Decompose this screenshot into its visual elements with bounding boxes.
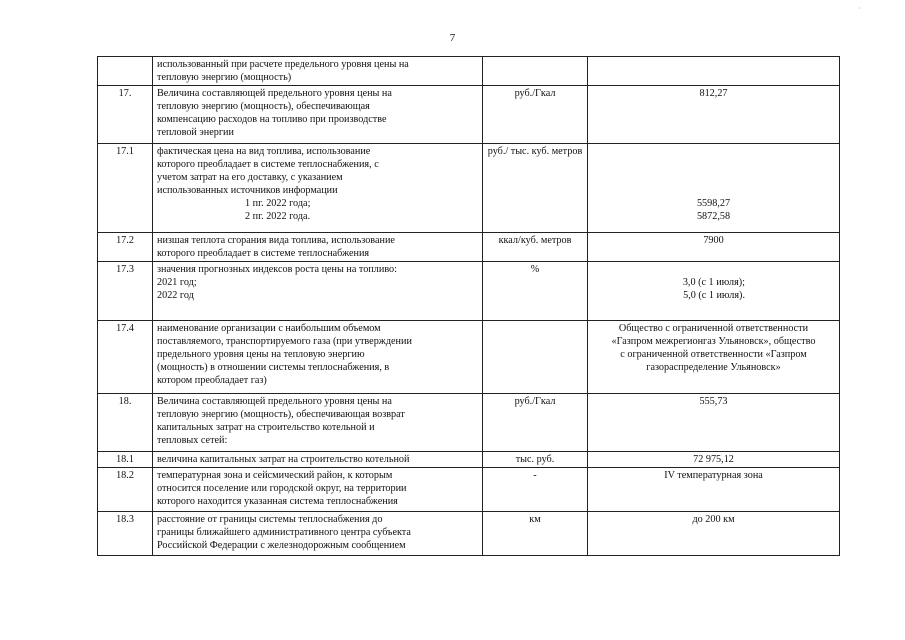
row-value — [588, 144, 840, 233]
row-description — [153, 57, 483, 86]
spacer — [592, 158, 835, 171]
value-line: с ограниченной ответственности «Газпром — [620, 349, 807, 360]
row-unit — [483, 321, 588, 394]
row-unit: ккал/куб. метров — [483, 233, 588, 262]
table-row — [98, 262, 840, 321]
row-number: 18. — [98, 394, 153, 452]
spacer — [592, 263, 835, 276]
description-line: 2 пг. 2022 года. — [245, 211, 311, 222]
row-number: 18.3 — [98, 512, 153, 556]
row-description — [153, 394, 483, 452]
description-line: тепловую энергию (мощность), обеспечивающая — [157, 101, 370, 112]
spacer — [592, 171, 835, 184]
row-unit: - — [483, 468, 588, 512]
row-unit: руб./Гкал — [483, 394, 588, 452]
description-line: тепловую энергию (мощность), обеспечивающая возврат — [157, 409, 405, 420]
description-line: границы ближайшего административного центра субъекта — [157, 527, 411, 538]
row-unit: % — [483, 262, 588, 321]
value-line: IV температурная зона — [664, 470, 763, 481]
value-line: газораспределение Ульяновск» — [646, 362, 781, 373]
description-line: которого преобладает в системе теплоснабжения, с — [157, 159, 379, 170]
table-row — [98, 233, 840, 262]
description-line: 1 пг. 2022 года; — [245, 198, 311, 209]
page-number: 7 — [449, 32, 456, 44]
description-line: 2022 год — [157, 290, 194, 301]
value-line: 5598,27 — [696, 198, 731, 209]
table-row — [98, 468, 840, 512]
row-description — [153, 233, 483, 262]
row-number: 17.3 — [98, 262, 153, 321]
row-unit: руб./ тыс. куб. метров — [483, 144, 588, 233]
description-line: котором преобладает газ) — [157, 375, 267, 386]
description-line: тепловой энергии — [157, 127, 234, 138]
row-number: 18.1 — [98, 452, 153, 468]
row-unit: км — [483, 512, 588, 556]
description-line: тепловых сетей: — [157, 435, 228, 446]
value-line: 555,73 — [699, 396, 728, 407]
corner-mark: · — [858, 4, 861, 13]
value-line: 3,0 (с 1 июля); — [682, 277, 745, 288]
row-number: 17.1 — [98, 144, 153, 233]
row-value — [588, 321, 840, 394]
description-line: температурная зона и сейсмический район, к которым — [157, 470, 393, 481]
description-line: (мощность) в отношении системы теплоснабжения, в — [157, 362, 390, 373]
description-line: Российской Федерации с железнодорожным сообщением — [157, 540, 406, 551]
description-line: величина капитальных затрат на строительство котельной — [157, 454, 410, 465]
row-number: 18.2 — [98, 468, 153, 512]
description-line: использованный при расчете предельного уровня цены на — [157, 59, 409, 70]
row-number: 17. — [98, 86, 153, 144]
description-line: значения прогнозных индексов роста цены на топливо: — [157, 264, 397, 275]
table-row — [98, 57, 840, 86]
row-value — [588, 468, 840, 512]
row-unit: руб./Гкал — [483, 86, 588, 144]
value-line: 7900 — [703, 235, 724, 246]
row-unit — [483, 57, 588, 86]
row-number: 17.2 — [98, 233, 153, 262]
description-line: фактическая цена на вид топлива, использование — [157, 146, 371, 157]
row-value — [588, 233, 840, 262]
table-row — [98, 86, 840, 144]
table-row — [98, 512, 840, 556]
row-description — [153, 262, 483, 321]
value-line: 5872,58 — [696, 211, 731, 222]
row-description — [153, 468, 483, 512]
row-unit: тыс. руб. — [483, 452, 588, 468]
description-line: наименование организации с наибольшим объемом — [157, 323, 381, 334]
description-line: тепловую энергию (мощность) — [157, 72, 292, 83]
description-line: поставляемого, транспортируемого газа (при утверждении — [157, 336, 412, 347]
value-line: 812,27 — [699, 88, 728, 99]
row-description — [153, 321, 483, 394]
spacer — [592, 184, 835, 197]
table-row — [98, 452, 840, 468]
table-row — [98, 394, 840, 452]
value-line: 5,0 (с 1 июля). — [683, 290, 745, 301]
table-row — [98, 321, 840, 394]
description-line: использованных источников информации — [157, 185, 338, 196]
spacer — [592, 145, 835, 158]
value-line: «Газпром межрегионгаз Ульяновск», общество — [611, 336, 816, 347]
value-line: 72 975,12 — [693, 454, 734, 465]
description-line: расстояние от границы системы теплоснабжения до — [157, 514, 383, 525]
row-value — [588, 86, 840, 144]
row-value — [588, 262, 840, 321]
description-line: Величина составляющей предельного уровня цены на — [157, 88, 392, 99]
description-line: которого находится указанная система теплоснабжения — [157, 496, 398, 507]
row-description — [153, 86, 483, 144]
row-value — [588, 452, 840, 468]
description-line: капитальных затрат на строительство котельной и — [157, 422, 375, 433]
row-description — [153, 512, 483, 556]
row-value — [588, 57, 840, 86]
row-description — [153, 452, 483, 468]
description-line: которого преобладает в системе теплоснабжения — [157, 248, 370, 259]
tariff-table — [97, 56, 840, 556]
description-line: относится поселение или городской округ, на территории — [157, 483, 407, 494]
row-value — [588, 394, 840, 452]
row-number: 17.4 — [98, 321, 153, 394]
table-row — [98, 144, 840, 233]
description-line: Величина составляющей предельного уровня цены на — [157, 396, 392, 407]
description-line: компенсацию расходов на топливо при производстве — [157, 114, 387, 125]
row-description — [153, 144, 483, 233]
description-line: предельного уровня цены на тепловую энергию — [157, 349, 365, 360]
description-line: учетом затрат на его доставку, с указанием — [157, 172, 343, 183]
value-line: Общество с ограниченной ответственности — [618, 323, 809, 334]
row-value — [588, 512, 840, 556]
description-line: 2021 год; — [157, 277, 197, 288]
row-number — [98, 57, 153, 86]
value-line: до 200 км — [692, 514, 735, 525]
description-line: низшая теплота сгорания вида топлива, использование — [157, 235, 395, 246]
